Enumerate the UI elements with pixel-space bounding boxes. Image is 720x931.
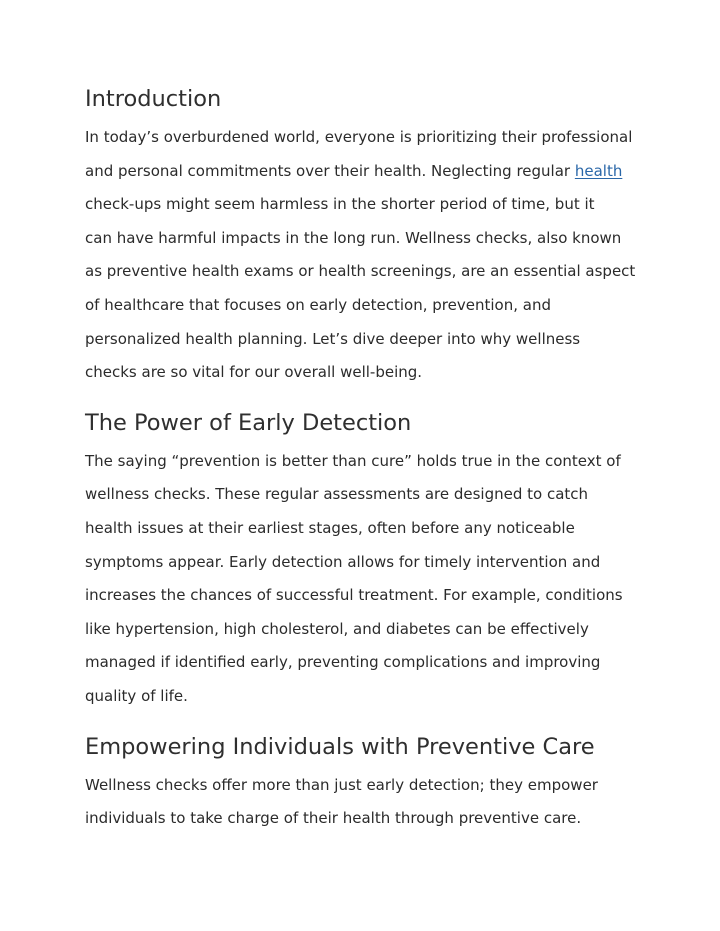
paragraph-line: increases the chances of successful treatment. For example, conditions	[85, 586, 623, 605]
paragraph-early-detection	[85, 445, 637, 714]
paragraph-line-with-link	[85, 155, 637, 189]
paragraph-line: Wellness checks offer more than just early detection; they empower	[85, 775, 598, 794]
paragraph-line: In today’s overburdened world, everyone is prioritizing their professional	[85, 128, 633, 146]
paragraph-line: of healthcare that focuses on early detection, prevention, and	[85, 295, 551, 314]
heading-preventive-care: Empowering Individuals with Preventive Care	[85, 733, 595, 760]
paragraph-line: The saying “prevention is better than cure” holds true in the context of	[85, 451, 621, 470]
paragraph-line: quality of life.	[85, 686, 188, 705]
paragraph-line: health issues at their earliest stages, often before any noticeable	[85, 518, 575, 537]
paragraph-line: like hypertension, high cholesterol, and diabetes can be effectively	[85, 619, 589, 638]
paragraph-line: checks are so vital for our overall well-being.	[85, 363, 423, 382]
line-text: and personal commitments over their health. Neglecting regular	[85, 161, 575, 180]
heading-introduction: Introduction	[85, 86, 222, 112]
paragraph-preventive-care	[85, 769, 637, 836]
paragraph-line: individuals to take charge of their health through preventive care.	[85, 809, 582, 828]
paragraph-introduction	[85, 121, 637, 390]
paragraph-line: wellness checks. These regular assessments are designed to catch	[85, 485, 589, 504]
health-link[interactable]: health	[574, 161, 623, 180]
paragraph-line: check-ups might seem harmless in the shorter period of time, but it	[85, 195, 595, 214]
paragraph-line: as preventive health exams or health screenings, are an essential aspect	[85, 262, 636, 281]
paragraph-line: personalized health planning. Let’s dive deeper into why wellness	[85, 329, 581, 348]
paragraph-line: can have harmful impacts in the long run. Wellness checks, also known	[85, 228, 622, 247]
heading-early-detection: The Power of Early Detection	[85, 409, 412, 436]
paragraph-line: managed if identified early, preventing complications and improving	[85, 653, 601, 672]
paragraph-line: symptoms appear. Early detection allows for timely intervention and	[85, 552, 601, 571]
article	[85, 0, 637, 836]
